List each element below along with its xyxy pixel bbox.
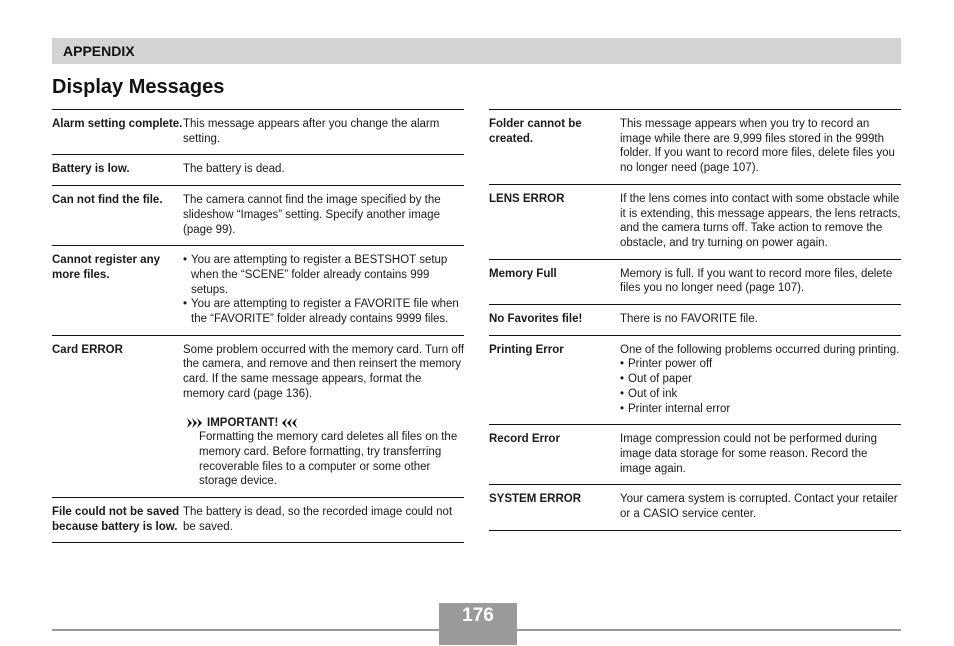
- important-note-header: [183, 416, 464, 431]
- description-text: The battery is dead, so the recorded image could not be saved.: [183, 506, 453, 533]
- message-row: [52, 186, 464, 246]
- bullet-item: [620, 357, 901, 372]
- message-term: Record Error: [489, 433, 560, 446]
- description-text: The camera cannot find the image specified by the slideshow “Images” setting. Specify another image (page 99).: [183, 194, 441, 236]
- bullet-item: [620, 387, 901, 402]
- important-note: [183, 416, 464, 490]
- description-text: There is no FAVORITE file.: [620, 313, 758, 326]
- message-row: [52, 155, 464, 186]
- message-description: [183, 505, 464, 534]
- description-text: This message appears after you change the alarm setting.: [183, 118, 440, 145]
- description-text: Image compression could not be performed during image data storage for some reason. Record the image again.: [620, 433, 877, 475]
- description-text: Memory is full. If you want to record more files, delete files you no longer need (page 107).: [620, 267, 893, 295]
- messages-table-left: [52, 109, 464, 543]
- bullet-text: Printer internal error: [628, 402, 731, 415]
- bullet-icon: •: [183, 254, 188, 267]
- message-description: [183, 343, 464, 489]
- message-description: [183, 117, 464, 146]
- message-description: [620, 192, 901, 251]
- bullet-icon: •: [183, 298, 188, 311]
- message-term: Folder cannot be created.: [489, 118, 582, 145]
- message-row: [489, 110, 901, 185]
- message-description: [183, 253, 464, 327]
- bullet-text: Out of paper: [628, 373, 692, 386]
- page-title: Display Messages: [52, 76, 225, 98]
- message-description: [620, 267, 901, 296]
- message-row: [52, 246, 464, 336]
- bullet-text: Printer power off: [628, 358, 713, 371]
- bullet-text: Out of ink: [628, 387, 678, 400]
- description-text: If the lens comes into contact with some obstacle while it is extending, this message appears, the lens retracts, and the camera turns off. Take action to remove the obstacle, and try turning on power again.: [620, 192, 901, 249]
- bullet-item: [183, 253, 464, 297]
- page-number: 176: [462, 605, 494, 626]
- messages-table-right: [489, 109, 901, 531]
- message-description: [183, 162, 464, 177]
- description-text: One of the following problems occurred during printing.: [620, 343, 900, 356]
- message-description: [620, 312, 901, 327]
- section-header-bar: [52, 38, 901, 64]
- message-row: [52, 110, 464, 155]
- section-label: APPENDIX: [63, 43, 135, 59]
- arrows-left-icon: [282, 418, 298, 428]
- bullet-icon: •: [620, 402, 625, 415]
- message-term: SYSTEM ERROR: [489, 493, 582, 506]
- message-term: Memory Full: [489, 267, 557, 280]
- message-term: Cannot register any more files.: [52, 254, 160, 281]
- message-term: Battery is low.: [52, 163, 130, 176]
- bullet-icon: •: [620, 387, 625, 400]
- description-text: This message appears when you try to record an image while there are 9,999 files stored in the 999th folder. If you want to record more files, delete files you no longer need (page 107).: [620, 118, 895, 175]
- footer-rule: [52, 629, 901, 631]
- description-text: Some problem occurred with the memory card. Turn off the camera, and remove and then reinsert the memory card. If the same message appears, format the memory card (page 136).: [183, 343, 465, 400]
- message-term: Card ERROR: [52, 343, 123, 356]
- message-row: [489, 185, 901, 260]
- description-text: The battery is dead.: [183, 163, 285, 176]
- bullet-icon: •: [620, 373, 625, 386]
- message-row: [489, 260, 901, 305]
- message-row: [489, 425, 901, 485]
- important-label: IMPORTANT!: [207, 416, 279, 429]
- message-description: [620, 343, 901, 417]
- bullet-item: [183, 297, 464, 326]
- message-row: [52, 498, 464, 543]
- bullet-icon: •: [620, 358, 625, 371]
- message-row: [52, 336, 464, 498]
- important-note-body: Formatting the memory card deletes all files on the memory card. Before formatting, try transferring recoverable files to a computer or some other storage device.: [199, 431, 458, 488]
- description-text: Your camera system is corrupted. Contact your retailer or a CASIO service center.: [620, 493, 898, 521]
- message-row: [489, 305, 901, 336]
- message-term: Alarm setting complete.: [52, 118, 183, 130]
- message-term: Printing Error: [489, 343, 564, 356]
- message-term: File could not be saved because battery is low.: [52, 506, 180, 533]
- message-term: LENS ERROR: [489, 192, 565, 205]
- message-row: [489, 336, 901, 426]
- bullet-item: [620, 402, 901, 417]
- message-term: No Favorites file!: [489, 313, 583, 326]
- bullet-text: You are attempting to register a BESTSHOT setup when the “SCENE” folder already contains 999 setups.: [191, 254, 448, 296]
- message-term: Can not find the file.: [52, 194, 163, 207]
- message-description: [620, 432, 901, 476]
- message-description: [620, 492, 901, 521]
- bullet-text: You are attempting to register a FAVORITE file when the “FAVORITE” folder already contains 9999 files.: [191, 298, 459, 326]
- message-row: [489, 485, 901, 530]
- message-description: [183, 193, 464, 237]
- bullet-item: [620, 372, 901, 387]
- message-description: [620, 117, 901, 176]
- arrows-right-icon: [187, 418, 203, 428]
